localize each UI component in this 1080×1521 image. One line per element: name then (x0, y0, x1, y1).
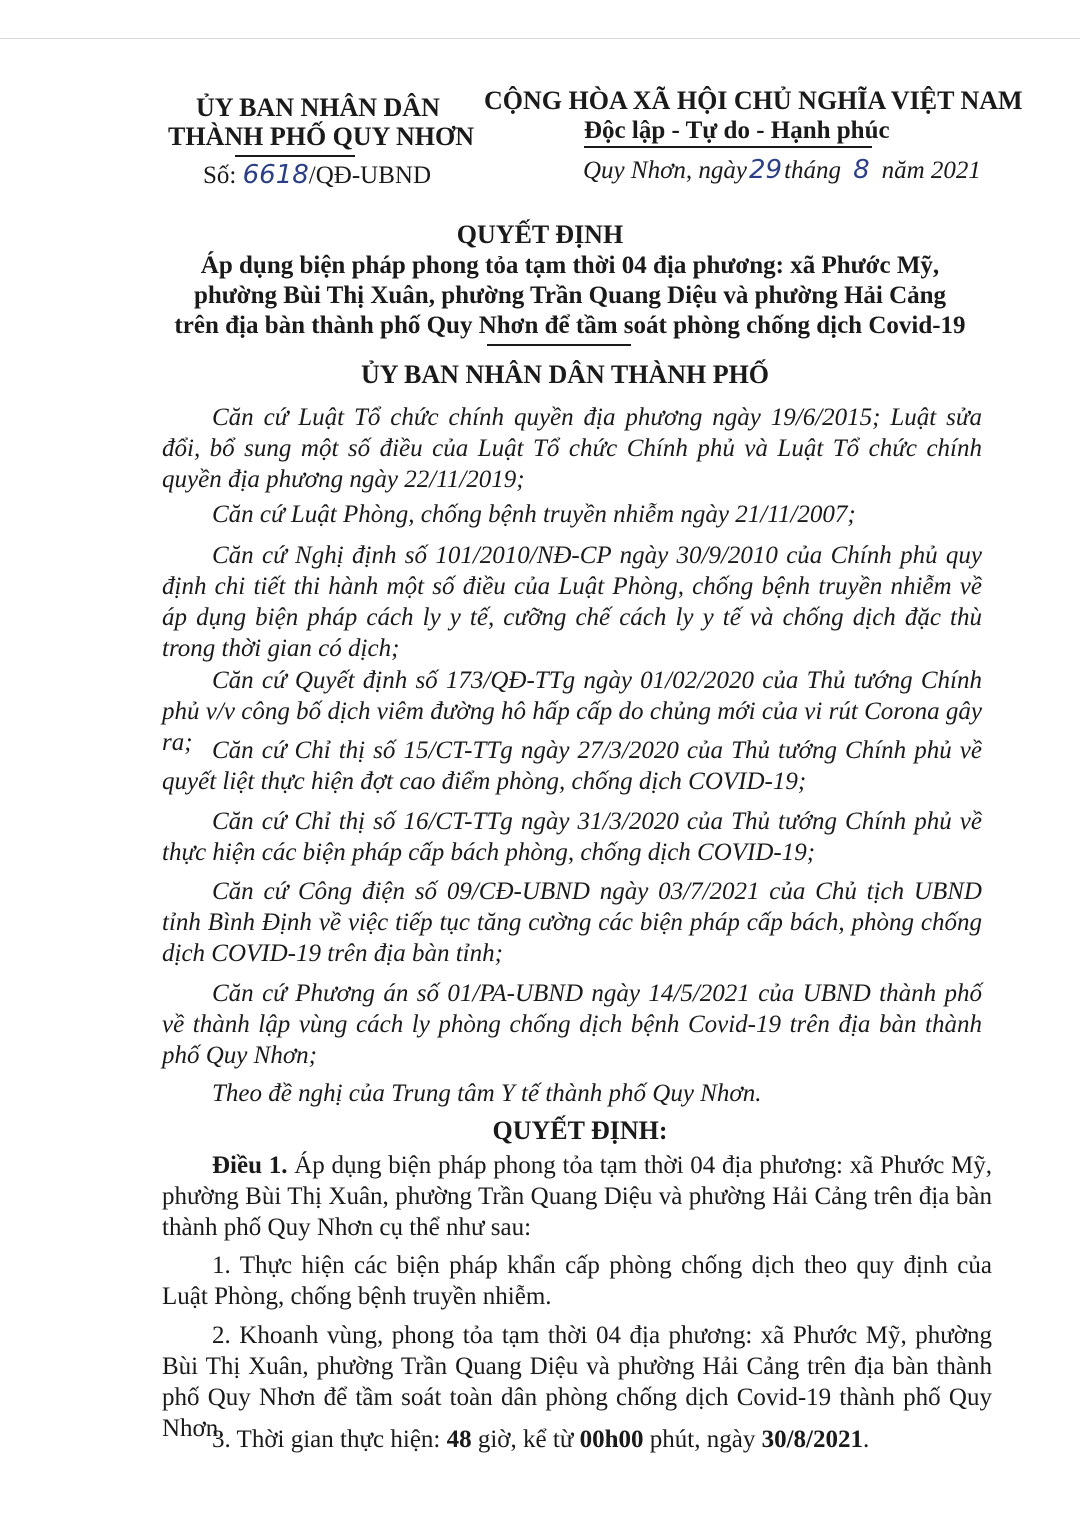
agency-name-line1: ỦY BAN NHÂN DÂN (196, 93, 440, 122)
motto-underline (584, 146, 872, 148)
article-1-item-3 (162, 1424, 992, 1455)
document-subject-line1: Áp dụng biện pháp phong tỏa tạm thời 04 địa phương: xã Phước Mỹ, (200, 252, 940, 279)
item3-date: 30/8/2021 (761, 1426, 863, 1453)
article-1-text: Áp dụng biện pháp phong tỏa tạm thời 04 địa phương: xã Phước Mỹ, phường Bùi Thị Xuân, phường Trần Quang Diệu và phường Hải Cảng trên địa bàn thành phố Quy Nhơn cụ thể như sau: (162, 1152, 993, 1241)
legal-basis-6: Căn cứ Chỉ thị số 16/CT-TTg ngày 31/3/2020 của Thủ tướng Chính phủ về thực hiện các biện pháp cấp bách phòng, chống dịch COVID-19; (162, 808, 982, 866)
national-motto: Độc lập - Tự do - Hạnh phúc (584, 117, 890, 144)
legal-basis-1: Căn cứ Luật Tổ chức chính quyền địa phương ngày 19/6/2015; Luật sửa đổi, bổ sung một số điều của Luật Tổ chức Chính phủ và Luật Tổ chức chính quyền địa phương ngày 22/11/2019; (162, 404, 982, 493)
title-underline (487, 344, 631, 346)
item3-mid2: phút, ngày (643, 1426, 762, 1453)
legal-basis-7: Căn cứ Công điện số 09/CĐ-UBND ngày 03/7/2021 của Chủ tịch UBND tỉnh Bình Định về việc tiếp tục tăng cường các biện pháp cấp bách, phòng chống dịch COVID-19 trên địa bàn tỉnh; (162, 878, 982, 967)
national-title: CỘNG HÒA XÃ HỘI CHỦ NGHĨA VIỆT NAM (484, 86, 1023, 115)
legal-basis-3: Căn cứ Nghị định số 101/2010/NĐ-CP ngày 30/9/2010 của Chính phủ quy định chi tiết thi hành một số điều của Luật Phòng, chống bệnh truyền nhiễm về áp dụng biện pháp cách ly y tế, cưỡng chế cách ly y tế và chống dịch đặc thù trong thời gian có dịch; (162, 542, 982, 662)
date-day-handwritten: 29 (749, 155, 783, 185)
article-1-item-1: 1. Thực hiện các biện pháp khẩn cấp phòng chống dịch theo quy định của Luật Phòng, chống bệnh truyền nhiễm. (162, 1252, 992, 1310)
article-1 (162, 1150, 992, 1243)
scan-top-edge (0, 0, 1080, 39)
date-place: Quy Nhơn, ngày (583, 157, 748, 184)
date-month-label: tháng (784, 157, 842, 184)
legal-basis-8: Căn cứ Phương án số 01/PA-UBND ngày 14/5/2021 của UBND thành phố về thành lập vùng cách ly phòng chống dịch bệnh Covid-19 trên địa bàn thành phố Quy Nhơn; (162, 980, 982, 1069)
issue-date (583, 155, 981, 185)
item3-hours: 48 (446, 1426, 472, 1453)
document-number (203, 160, 431, 190)
legal-basis-9: Theo đề nghị của Trung tâm Y tế thành phố Quy Nhơn. (212, 1080, 762, 1107)
number-prefix: Số: (203, 162, 243, 189)
legal-basis-5: Căn cứ Chỉ thị số 15/CT-TTg ngày 27/3/2020 của Thủ tướng Chính phủ về quyết liệt thực hiện đợt cao điểm phòng, chống dịch COVID-19; (162, 737, 982, 795)
item3-mid: giờ, kể từ (471, 1426, 580, 1453)
agency-underline (235, 155, 355, 157)
date-month-handwritten: 8 (853, 155, 870, 185)
document-subject-line3: trên địa bàn thành phố Quy Nhơn để tầm soát phòng chống dịch Covid-19 (174, 312, 966, 339)
item3-prefix: 3. Thời gian thực hiện: (212, 1426, 447, 1453)
number-suffix: /QĐ-UBND (308, 162, 431, 189)
issuing-authority: ỦY BAN NHÂN DÂN THÀNH PHỐ (360, 360, 770, 389)
article-1-label: Điều 1. (212, 1152, 288, 1179)
document-subject-line2: phường Bùi Thị Xuân, phường Trần Quang Diệu và phường Hải Cảng (193, 282, 947, 309)
document-type-heading: QUYẾT ĐỊNH (456, 220, 624, 249)
number-handwritten: 6618 (242, 160, 309, 190)
agency-name-line2: THÀNH PHỐ QUY NHƠN (168, 122, 474, 151)
legal-basis-2: Căn cứ Luật Phòng, chống bệnh truyền nhiễm ngày 21/11/2007; (212, 501, 856, 528)
item3-start-time: 00h00 (579, 1426, 644, 1453)
item3-end: . (862, 1426, 870, 1453)
article-1-item-2: 2. Khoanh vùng, phong tỏa tạm thời 04 địa phương: xã Phước Mỹ, phường Bùi Thị Xuân, phường Trần Quang Diệu và phường Hải Cảng trên địa bàn thành phố Quy Nhơn để tầm soát toàn dân phòng chống dịch Covid-19 thành phố Quy Nhơn. (162, 1322, 992, 1442)
legal-basis-4: Căn cứ Quyết định số 173/QĐ-TTg ngày 01/02/2020 của Thủ tướng Chính phủ v/v công bố dịch viêm đường hô hấp cấp do chủng mới của vi rút Corona gây ra; (162, 667, 982, 756)
decision-heading: QUYẾT ĐỊNH: (492, 1116, 668, 1145)
date-year: năm 2021 (881, 157, 981, 184)
